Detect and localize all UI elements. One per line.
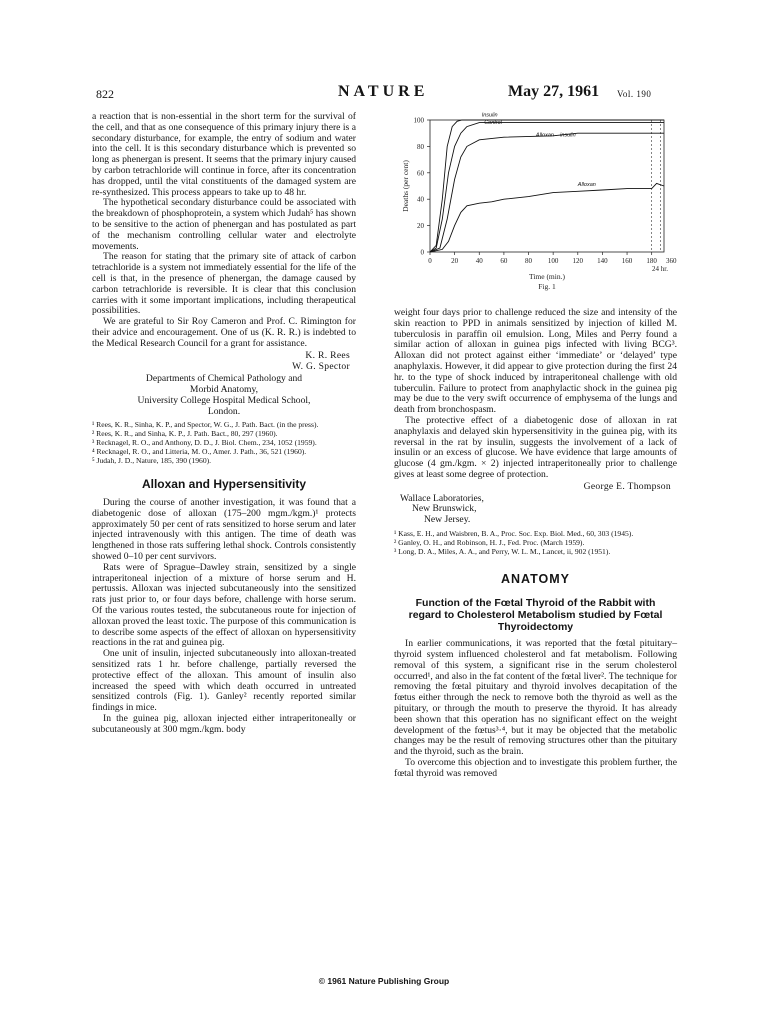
- paragraph: The hypothetical secondary disturbance could be associated with the breakdown of phosphoprotein, a system which Judah⁵ has shown to be sensitive to the action of phenergan and has postulated as part of the mechanism controlling cellular water and electrolyte movements.: [92, 197, 356, 252]
- paragraph: Rats were of Sprague–Dawley strain, sensitized by a single intraperitoneal injection of a mixture of horse serum and H. pertussis. Alloxan was injected subcutaneously into the sensitized rats just prior to, or four days before, challenge with horse serum. Of the various routes tested, the subcutaneous route for injection of alloxan proved the least toxic. The purpose of this communication is to describe some aspects of the effect of alloxan on hypersensitivity reactions in the rat and guinea pig.: [92, 561, 356, 649]
- reference-list: [394, 530, 677, 556]
- y-tick-label: 40: [417, 195, 424, 204]
- reference: ³ Long, D. A., Miles, A. A., and Perry, W. L. M., Lancet, ii, 902 (1951).: [394, 546, 611, 556]
- paragraph: weight four days prior to challenge reduced the size and intensity of the skin reaction to PPD in animals sensitized by injection of killed M. tuberculosis in paraffin oil emulsion. Long, Miles and Perry found a similar action of alloxan in guinea pigs infected with living BCG³. Alloxan did not protect against either ‘immediate’ or ‘delayed’ type anaphylaxis. However, it did appear to give protection during the first 24 hr. to the type of shock induced by intraperitoneal challenge with old tuberculin. Failure to protect from anaphylactic shock in the guinea pig may be due to the very swift occurrence of emphysema of the lungs and death from bronchospasm.: [394, 307, 677, 416]
- y-axis-label: Deaths (per cent): [401, 160, 410, 212]
- journal-title: NATURE: [338, 83, 429, 100]
- series-label: Alloxan: [577, 181, 596, 188]
- x-tick-label: 360: [666, 257, 677, 265]
- y-tick-label: 0: [420, 248, 424, 257]
- plot-area: [401, 113, 677, 291]
- series-label: Control: [484, 119, 502, 126]
- copyright-footer: © 1961 Nature Publishing Group: [318, 976, 450, 986]
- author-signature: George E. Thompson: [583, 480, 671, 492]
- page-number: 822: [96, 87, 114, 101]
- affiliation-line: Wallace Laboratories,: [400, 492, 484, 504]
- series-line-insulin: [430, 120, 664, 252]
- x-tick-label: 40: [475, 257, 483, 265]
- x-axis-label: Time (min.): [529, 272, 565, 281]
- paragraph: In earlier communications, it was reported that the fœtal pituitary–thyroid system influenced cholesterol and fat metabolism. Following removal of this system, a significant rise in the serum cholesterol occurred¹, and also in the fat content of the fœtal liver². The technique for removing the fœtal pituitary and thyroid involves decapitation of the fœtus either through the neck to remove both the thyroid as well as the pituitary, or through the mouth to preserve the thyroid. It has already been shown that this operation has no significant effect on the weight development of the fœtus³·⁴, but it may be objected that the metabolic changes may be the result of removing structures other than the pituitary and the thyroid, such as the brain.: [394, 638, 677, 758]
- x-tick-label: 100: [547, 257, 559, 265]
- y-tick-label: 20: [417, 222, 424, 231]
- figure-caption: Fig. 1: [538, 282, 556, 291]
- right-column: [394, 308, 677, 779]
- paragraph: To overcome this objection and to investigate this problem further, the fœtal thyroid was removed: [394, 756, 677, 779]
- y-tick-label: 100: [413, 116, 424, 125]
- paragraph: During the course of another investigation, it was found that a diabetogenic dose of alloxan (175–200 mgm./kgm.)¹ protects approximately 50 per cent of rats sensitized to horse serum and later injected intravenously with this antigen. The time of death was lengthened in those rats suffering lethal shock. Controls consistently showed 0–10 per cent survivors.: [92, 497, 356, 563]
- x-tick-label: 60: [500, 257, 508, 265]
- paragraph: The protective effect of a diabetogenic dose of alloxan in rat anaphylaxis and delayed skin hypersensitivity in the guinea pig, with its reversal in the rat by insulin, suggests the involvement of a lack of insulin or an excess of glucose. We have evidence that large amounts of glucose (4 gm./kgm. × 2) injected intraperitoneally prior to challenge gives at least some degree of protection.: [394, 414, 677, 480]
- x-tick-label: 24 hr.: [652, 265, 668, 273]
- series-line-alloxan: [430, 183, 664, 252]
- x-tick-label: 180: [646, 257, 657, 265]
- affiliation: [400, 494, 677, 526]
- affiliation-line: New Jersey.: [424, 514, 471, 526]
- affiliation: [92, 374, 356, 417]
- reference: ² Ganley, O. H., and Robinson, H. J., Fed. Proc. (March 1959).: [394, 537, 585, 547]
- left-column: [92, 112, 356, 736]
- affiliation-line: New Brunswick,: [412, 503, 477, 515]
- y-tick-label: 60: [417, 169, 424, 178]
- reference-list: [92, 421, 356, 465]
- series-line-alloxan-insulin: [430, 133, 664, 252]
- paragraph: a reaction that is non-essential in the short term for the survival of the cell, and that as one consequence of this primary injury there is a secondary disturbance, for example, the entry of sodium and water into the cell. It is this secondary disturbance which is prevented so long as phenergan is present. It seems that the primary injury caused by carbon tetrachloride will continue in force, after its concentration has dropped, until the vital constituents of the damaged system are re-synthesized. This process appears to take up to 48 hr.: [92, 111, 356, 198]
- affiliation-line: University College Hospital Medical School,: [137, 394, 311, 406]
- x-tick-label: 0: [428, 257, 432, 265]
- page-header: [96, 83, 676, 105]
- article-title: Function of the Fœtal Thyroid of the Rabbit with regard to Cholesterol Metabolism studied by Fœtal Thyroidectomy: [408, 597, 663, 634]
- reference: ² Rees, K. R., and Sinha, K. P., J. Path. Bact., 80, 297 (1960).: [92, 429, 278, 439]
- reference: ³ Recknagel, R. O., and Anthony, D. D., J. Biol. Chem., 234, 1052 (1959).: [92, 437, 317, 447]
- reference: ¹ Kass, E. H., and Waisbren, B. A., Proc. Soc. Exp. Biol. Med., 60, 303 (1945).: [394, 528, 634, 538]
- x-tick-label: 20: [451, 257, 459, 265]
- affiliation-line: Morbid Anatomy,: [189, 383, 259, 395]
- series-label: Insulin: [481, 112, 498, 119]
- figure-1-chart: [394, 112, 679, 302]
- issue-date: May 27, 1961: [508, 83, 600, 100]
- x-tick-label: 140: [597, 257, 608, 265]
- paragraph: We are grateful to Sir Roy Cameron and Prof. C. Rimington for their advice and encouragement. One of us (K. R. R.) is indebted to the Medical Research Council for a grant for assistance.: [92, 316, 356, 349]
- affiliation-line: London.: [207, 405, 241, 417]
- plot-frame: [430, 120, 664, 252]
- x-tick-label: 80: [525, 257, 533, 265]
- paragraph: The reason for stating that the primary site of attack of carbon tetrachloride is a system not immediately essential for the life of the cell is that, in the presence of phenergan, the damage caused by carbon tetrachloride is reversible. It is clear that this conclusion carries with it some important implications, including therapeutical possibilities.: [92, 251, 356, 317]
- volume-label: Vol. 190: [617, 89, 652, 99]
- reference: ¹ Rees, K. R., Sinha, K. P., and Spector, W. G., J. Path. Bact. (in the press).: [92, 420, 319, 430]
- x-tick-label: 160: [621, 257, 633, 265]
- series-label: Alloxan – insulin: [535, 132, 576, 139]
- affiliation-line: Departments of Chemical Pathology and: [145, 373, 303, 385]
- article-title: Alloxan and Hypersensitivity: [141, 477, 307, 492]
- series-line-control: [430, 123, 664, 252]
- author-signature: K. R. Rees: [305, 349, 350, 361]
- paragraph: One unit of insulin, injected subcutaneously into alloxan-treated sensitized rats 1 hr. before challenge, partially reversed the protective effect of the alloxan. This amount of insulin also increased the speed with which death occurred in untreated sensitized controls (Fig. 1). Ganley² recently reported similar findings in mice.: [92, 648, 356, 714]
- reference: ⁵ Judah, J. D., Nature, 185, 390 (1960).: [92, 455, 212, 465]
- author-signature: W. G. Spector: [292, 361, 350, 373]
- y-tick-label: 80: [417, 142, 424, 151]
- paragraph: In the guinea pig, alloxan injected either intraperitoneally or subcutaneously at 300 mgm./kgm. body: [92, 713, 356, 735]
- section-heading: ANATOMY: [500, 572, 571, 587]
- x-tick-label: 120: [572, 257, 584, 265]
- reference: ⁴ Recknagel, R. O., and Litteria, M. O., Amer. J. Path., 36, 521 (1960).: [92, 446, 307, 456]
